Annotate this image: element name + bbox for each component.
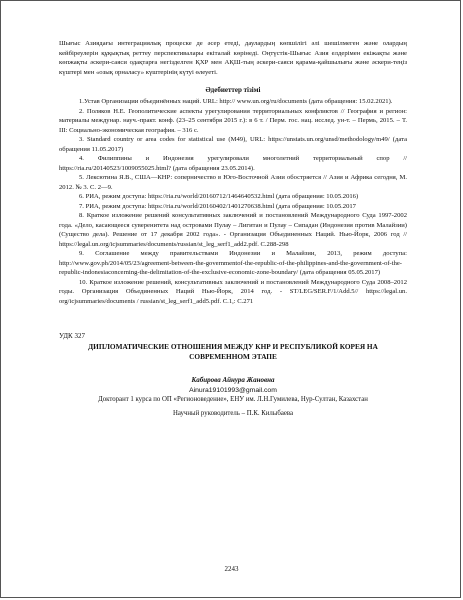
udk-code: УДК 327: [59, 332, 85, 341]
reference-item: 9. Соглашение между правительствами Индонезии и Малайзии, 2013, режим доступа: http://www.gov.ph/2014/05/23/agreement-between-the-governmentof-the-republic-of-the-philippines-and-the-government-of-the-republic-indonesiaconcerning-the-delimitation-of-the-exclusive-economic-zone-boundary/ (дата обращения 05.05.2017): [59, 250, 407, 277]
author-name: Кабирова Айнура Жановна: [191, 376, 275, 385]
reference-item: 10. Краткое изложение решений, консультативных заключений и постановлений Международного Суда 2008–2012 годы. Организация Объединенных Наций Нью-Йорк, 2014 год. - ST/LEG/SER.F/1/Add.5// https://legal.un. org/icjsummaries/documents / russian/st_leg_serf1_add5.pdf. С.1,: С.271: [59, 278, 407, 305]
supervisor-line: Научный руководитель – П.К. Килыбаева: [172, 409, 294, 417]
reference-item: 4. Филиппины и Индонезия урегулировали многолетний территориальный спор // https://ria.ru/20140523/1009055025.html? (дата обращения 23.05.2014).: [59, 155, 407, 172]
references-list: [59, 97, 407, 306]
page-number: 2243: [224, 565, 239, 573]
article-title: ДИПЛОМАТИЧЕСКИЕ ОТНОШЕНИЯ МЕЖДУ КНР И РЕСПУБЛИКОЙ КОРЕЯ НА СОВРЕМЕННОМ ЭТАПЕ: [88, 342, 378, 362]
reference-item: 5. Лексютина Я.В., США—КНР: соперничество в Юго-Восточной Азии обостряется // Азия и Африка сегодня, М. 2012. № 3. С. 2—9.: [59, 174, 407, 191]
reference-item: 7. РИА, режим доступа: https://ria.ru/world/20160402/1401270638.html (дата обращения: 10.05.2017: [79, 202, 356, 210]
intro-paragraph: Шығыс Азиядағы интеграциялық процеске де әсер етеді, даулардың көпшілігі әлі шешілмеген және олардың кейбіреулерін құқықтық реттеу перспективалары екіталай көрінеді. Оңтүстік-Шығыс Азия елдерімен екіжақты және көпжақты әскери-саяси одақтарға негізделген ҚХР мен АҚШ-тың әскери-саяси қарама-қайшылығы және әскери-теңіз күштері мен «озық орналасу» күштерінің күтуі өлеуеті.: [59, 40, 407, 76]
reference-item: 3. Standard country or area codes for statistical use (M49), URL: https://unstats.un.org/unsd/methodology/m49/ (дата обращения 11.05.2017): [59, 136, 407, 153]
author-email: Ainura19101993@gmail.com: [189, 386, 277, 394]
page-content: [59, 39, 407, 418]
reference-item: 1.Устав Организации объединённых наций. URL: http:// www.un.org/ru/documents (дата обращения: 15.02.2021).: [79, 98, 393, 106]
reference-item: 2. Поляков Н.Е. Геополитические аспекты урегулирования территориальных конфликтов // География и регион: материалы междунар. науч.-практ. конф. (23–25 сентября 2015 г.): в 6 т. / Перм. гос. нац. исслед. ун-т. – Пермь, 2015. – Т. III: Социально-экономическая география. – 316 с.: [59, 107, 407, 134]
author-affiliation: Докторант 1 курса по ОП «Регионоведение», ЕНУ им. Л.Н.Гумилева, Нур-Султан, Казахстан: [98, 396, 368, 404]
reference-item: 8. Краткое изложение решений консультативных заключений и постановлений Международного Суда 1997-2002 года. «Дело, касающееся суверенитета над островами Пулау – Лигитан и Пулау – Сипадан (Индонезия против Малайзии) (Существо дела). Решение от 17 декабря 2002 года». - Организация Объединенных Наций. Нью-Йорк, 2006 год // https://legal.un.org/icjsummaries/documents/russian/st_leg_serf1_add2.pdf. С.288-298: [59, 212, 407, 248]
reference-item: 6. РИА, режим доступа: https://ria.ru/world/20160712/1464640532.html (дата обращения: 10.05.2016): [79, 193, 359, 201]
references-heading: Әдебиеттер тізімі: [205, 86, 261, 95]
